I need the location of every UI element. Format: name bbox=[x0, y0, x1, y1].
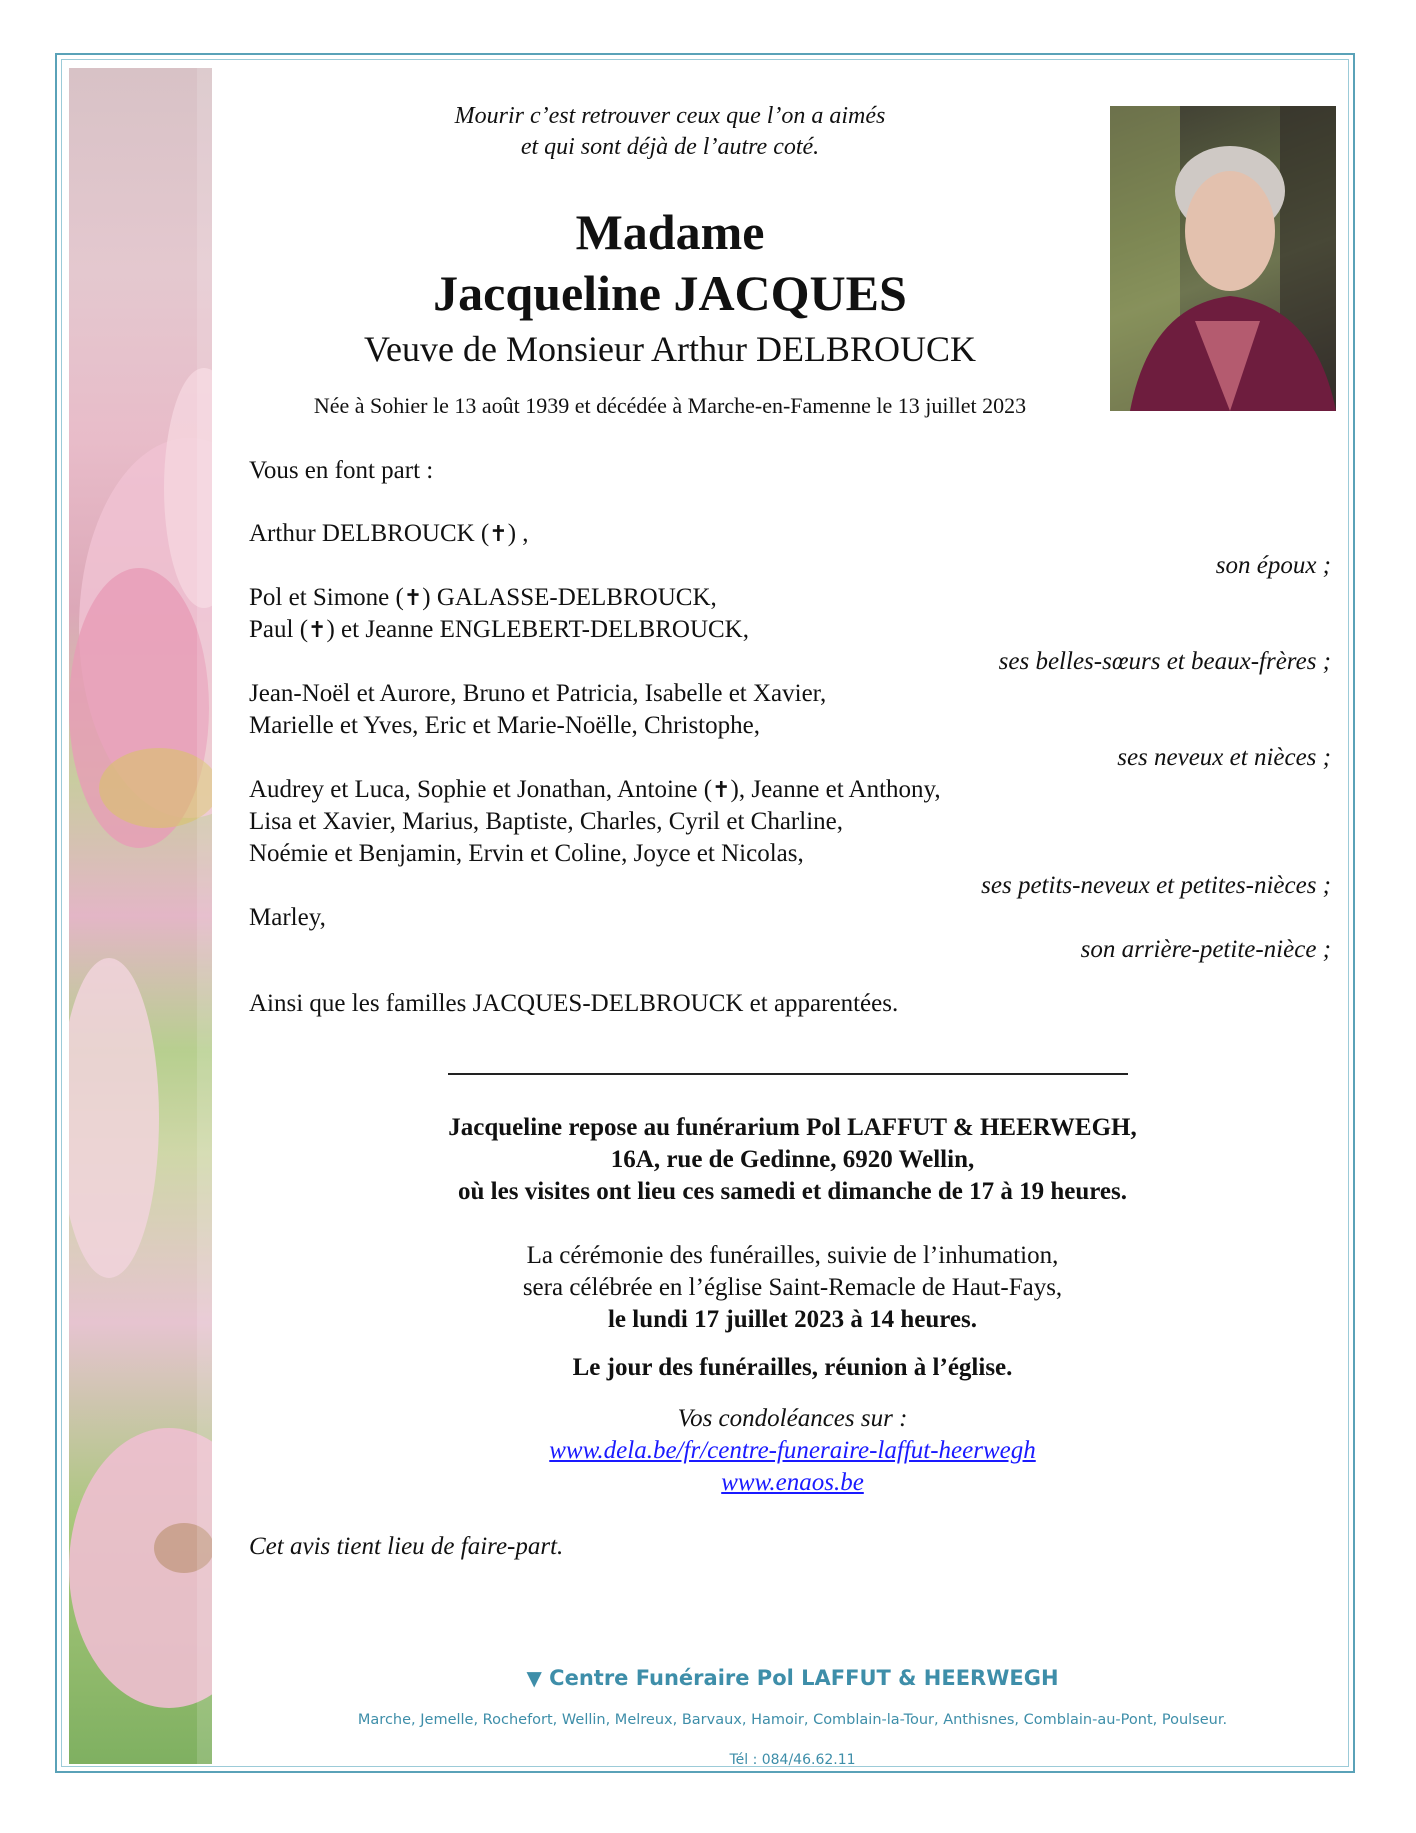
birth-death-dates: Née à Sohier le 13 août 1939 et décédée à Marche-en-Famenne le 13 juillet 2023 bbox=[313, 393, 1027, 418]
cross-icon: ✝ bbox=[308, 618, 327, 643]
grand-nephews-line-2: Lisa et Xavier, Marius, Baptiste, Charles, Cyril et Charline, bbox=[249, 808, 843, 835]
in-laws-line-2: Paul (✝) et Jeanne ENGLEBERT-DELBROUCK, bbox=[249, 616, 749, 643]
grand-nephews-line-1: Audrey et Luca, Sophie et Jonathan, Antoine (✝), Jeanne et Anthony, bbox=[249, 776, 941, 803]
role-great-grand: son arrière-petite-nièce ; bbox=[1080, 936, 1331, 963]
condolences-label: Vos condoléances sur : bbox=[677, 1405, 908, 1432]
separator-line bbox=[448, 1073, 1128, 1075]
widow-of: Veuve de Monsieur Arthur DELBROUCK bbox=[364, 329, 976, 369]
role-grand-nephews: ses petits-neveux et petites-nièces ; bbox=[981, 872, 1331, 899]
role-spouse: son époux ; bbox=[1215, 552, 1331, 579]
funerarium-line-2: 16A, rue de Gedinne, 6920 Wellin, bbox=[610, 1146, 975, 1173]
deceased-name: Jacqueline JACQUES bbox=[433, 265, 907, 321]
footer-telephone: Tél : 084/46.62.11 bbox=[729, 1752, 856, 1768]
footer-company-name bbox=[300, 1666, 1285, 1690]
cross-icon: ✝ bbox=[403, 586, 423, 611]
grand-nephews-line-3: Noémie et Benjamin, Ervin et Coline, Joyce et Nicolas, bbox=[249, 840, 804, 867]
ceremony-block bbox=[300, 1240, 1285, 1336]
quote-line-1: Mourir c’est retrouver ceux que l’on a aimés bbox=[454, 103, 886, 129]
ceremony-line-1: La cérémonie des funérailles, suivie de l’inhumation, bbox=[526, 1242, 1059, 1269]
nephews-line-2: Marielle et Yves, Eric et Marie-Noëlle, Christophe, bbox=[249, 712, 760, 739]
nephews-line-1: Jean-Noël et Aurore, Bruno et Patricia, Isabelle et Xavier, bbox=[249, 680, 827, 707]
condolences-block bbox=[300, 1403, 1285, 1499]
quote-line-2: et qui sont déjà de l’autre coté. bbox=[520, 134, 820, 160]
great-grand-line: Marley, bbox=[249, 904, 326, 931]
funerarium-line-3: où les visites ont lieu ces samedi et dimanche de 17 à 19 heures. bbox=[458, 1178, 1127, 1205]
ceremony-date: le lundi 17 juillet 2023 à 14 heures. bbox=[607, 1306, 977, 1333]
in-laws-line-1: Pol et Simone (✝) GALASSE-DELBROUCK, bbox=[249, 584, 717, 611]
funerarium-line-1: Jacqueline repose au funérarium Pol LAFFUT & HEERWEGH, bbox=[448, 1114, 1137, 1141]
families-line: Ainsi que les familles JACQUES-DELBROUCK et apparentées. bbox=[249, 990, 899, 1017]
condolences-link-enaos[interactable]: www.enaos.be bbox=[721, 1469, 864, 1496]
footer-locations: Marche, Jemelle, Rochefort, Wellin, Melreux, Barvaux, Hamoir, Comblain-la-Tour, Anthisnes, Comblain-au-Pont, Poulseur. bbox=[357, 1712, 1228, 1728]
role-nephews: ses neveux et nièces ; bbox=[1117, 744, 1331, 771]
spouse-line: Arthur DELBROUCK (✝) , bbox=[249, 520, 529, 547]
cross-icon: ✝ bbox=[489, 522, 508, 547]
portrait-photo bbox=[1110, 106, 1336, 411]
flower-decoration-image bbox=[69, 68, 212, 1764]
notice-text: Cet avis tient lieu de faire-part. bbox=[249, 1533, 564, 1560]
footer-name-text: Centre Funéraire Pol LAFFUT & HEERWEGH bbox=[549, 1666, 1059, 1690]
title-honorific: Madame bbox=[575, 204, 765, 260]
role-in-laws: ses belles-sœurs et beaux-frères ; bbox=[998, 648, 1331, 675]
triangle-down-icon: ▼ bbox=[526, 1666, 542, 1690]
cross-icon: ✝ bbox=[712, 778, 731, 803]
meeting-note: Le jour des funérailles, réunion à l’église. bbox=[572, 1354, 1013, 1381]
announce-text: Vous en font part : bbox=[249, 457, 434, 484]
ceremony-line-2: sera célébrée en l’église Saint-Remacle de Haut-Fays, bbox=[522, 1274, 1063, 1301]
condolences-link-dela[interactable]: www.dela.be/fr/centre-funeraire-laffut-heerwegh bbox=[549, 1437, 1036, 1464]
funerarium-block bbox=[300, 1112, 1285, 1208]
epigraph-quote bbox=[240, 101, 1100, 163]
